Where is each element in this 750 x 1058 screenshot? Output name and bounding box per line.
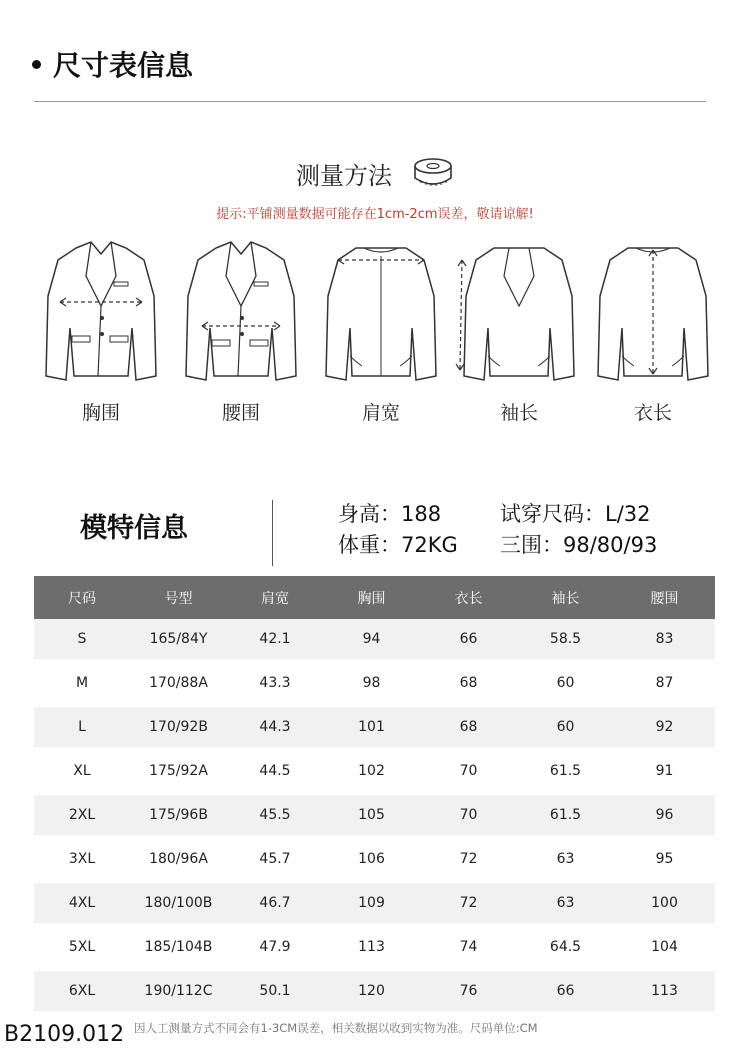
model-measurements: 三围：98/80/93 xyxy=(500,533,658,557)
table-cell: 83 xyxy=(614,619,715,663)
table-row xyxy=(34,927,715,971)
table-cell: L xyxy=(34,707,130,751)
table-cell: 170/88A xyxy=(130,663,227,707)
table-cell: 46.7 xyxy=(227,883,323,927)
table-cell: 87 xyxy=(614,663,715,707)
table-cell: 2XL xyxy=(34,795,130,839)
jacket-length-icon xyxy=(588,236,718,386)
table-cell: 102 xyxy=(323,751,420,795)
length-label: 衣长 xyxy=(633,402,672,424)
header-sleeve: 袖长 xyxy=(517,576,614,619)
table-cell: 66 xyxy=(420,619,517,663)
waist-diagram xyxy=(176,236,306,424)
table-cell: 60 xyxy=(517,663,614,707)
table-cell: 185/104B xyxy=(130,927,227,971)
table-cell: 42.1 xyxy=(227,619,323,663)
sleeve-diagram xyxy=(454,236,584,424)
table-cell: 72 xyxy=(420,839,517,883)
length-diagram xyxy=(588,236,718,424)
table-cell: 96 xyxy=(614,795,715,839)
table-cell: 70 xyxy=(420,795,517,839)
table-cell: 170/92B xyxy=(130,707,227,751)
table-cell: 106 xyxy=(323,839,420,883)
jacket-sleeve-icon xyxy=(454,236,584,386)
product-code: B2109.012 xyxy=(4,1022,125,1047)
table-cell: 58.5 xyxy=(517,619,614,663)
table-cell: 45.7 xyxy=(227,839,323,883)
table-cell: 43.3 xyxy=(227,663,323,707)
table-cell: 60 xyxy=(517,707,614,751)
size-table xyxy=(34,576,715,1015)
table-row xyxy=(34,619,715,663)
table-cell: 165/84Y xyxy=(130,619,227,663)
table-cell: 45.5 xyxy=(227,795,323,839)
table-cell: 109 xyxy=(323,883,420,927)
header-size: 尺码 xyxy=(34,576,130,619)
header-divider xyxy=(34,101,706,102)
section-title-text: 尺寸表信息 xyxy=(53,49,194,82)
measuring-tape-icon xyxy=(412,156,454,190)
table-cell: S xyxy=(34,619,130,663)
model-divider xyxy=(272,500,273,566)
table-row xyxy=(34,839,715,883)
table-cell: 72 xyxy=(420,883,517,927)
header-chest: 胸围 xyxy=(323,576,420,619)
bullet-dot xyxy=(32,60,41,69)
header-shoulder: 肩宽 xyxy=(227,576,323,619)
table-cell: 44.3 xyxy=(227,707,323,751)
table-cell: 180/100B xyxy=(130,883,227,927)
table-cell: 113 xyxy=(323,927,420,971)
table-cell: 61.5 xyxy=(517,751,614,795)
header-waist: 腰围 xyxy=(614,576,715,619)
garment-diagrams xyxy=(36,236,716,436)
table-cell: 6XL xyxy=(34,971,130,1015)
table-cell: 50.1 xyxy=(227,971,323,1015)
table-cell: 94 xyxy=(323,619,420,663)
table-cell: 5XL xyxy=(34,927,130,971)
chest-diagram xyxy=(36,236,166,424)
table-cell: 63 xyxy=(517,883,614,927)
footnote: 因人工测量方式不同会有1-3CM误差，相关数据以收到实物为准。尺码单位:CM xyxy=(134,1021,538,1035)
header-length: 衣长 xyxy=(420,576,517,619)
model-try-size: 试穿尺码：L/32 xyxy=(500,502,651,526)
table-cell: 98 xyxy=(323,663,420,707)
table-cell: 91 xyxy=(614,751,715,795)
sleeve-label: 袖长 xyxy=(499,402,538,424)
table-cell: 190/112C xyxy=(130,971,227,1015)
table-cell: 44.5 xyxy=(227,751,323,795)
table-cell: 175/96B xyxy=(130,795,227,839)
table-cell: 95 xyxy=(614,839,715,883)
table-cell: 4XL xyxy=(34,883,130,927)
table-cell: 66 xyxy=(517,971,614,1015)
model-weight: 体重：72KG xyxy=(338,533,458,557)
table-cell: 105 xyxy=(323,795,420,839)
shoulder-diagram xyxy=(316,236,446,424)
table-row xyxy=(34,751,715,795)
table-header-row xyxy=(34,576,715,619)
model-info-label: 模特信息 xyxy=(80,513,188,544)
table-cell: 113 xyxy=(614,971,715,1015)
chest-label: 胸围 xyxy=(81,402,120,424)
table-cell: 104 xyxy=(614,927,715,971)
model-height: 身高：188 xyxy=(338,502,442,526)
table-cell: XL xyxy=(34,751,130,795)
table-row xyxy=(34,795,715,839)
table-row xyxy=(34,663,715,707)
measurement-tip: 提示:平铺测量数据可能存在1cm-2cm误差，敬请谅解! xyxy=(216,207,534,222)
jacket-shoulder-icon xyxy=(316,236,446,386)
table-row xyxy=(34,707,715,751)
section-title xyxy=(32,44,193,84)
jacket-chest-icon xyxy=(36,236,166,386)
table-cell: 101 xyxy=(323,707,420,751)
table-cell: M xyxy=(34,663,130,707)
table-cell: 74 xyxy=(420,927,517,971)
table-cell: 61.5 xyxy=(517,795,614,839)
jacket-waist-icon xyxy=(176,236,306,386)
table-cell: 68 xyxy=(420,663,517,707)
table-cell: 76 xyxy=(420,971,517,1015)
table-cell: 100 xyxy=(614,883,715,927)
table-cell: 175/92A xyxy=(130,751,227,795)
table-cell: 70 xyxy=(420,751,517,795)
table-cell: 47.9 xyxy=(227,927,323,971)
table-cell: 120 xyxy=(323,971,420,1015)
table-cell: 3XL xyxy=(34,839,130,883)
table-cell: 63 xyxy=(517,839,614,883)
table-cell: 68 xyxy=(420,707,517,751)
waist-label: 腰围 xyxy=(221,402,260,424)
shoulder-label: 肩宽 xyxy=(361,402,400,424)
table-cell: 64.5 xyxy=(517,927,614,971)
method-title: 测量方法 xyxy=(296,162,392,190)
header-fit-code: 号型 xyxy=(130,576,227,619)
table-row xyxy=(34,883,715,927)
table-cell: 92 xyxy=(614,707,715,751)
table-row xyxy=(34,971,715,1015)
table-cell: 180/96A xyxy=(130,839,227,883)
